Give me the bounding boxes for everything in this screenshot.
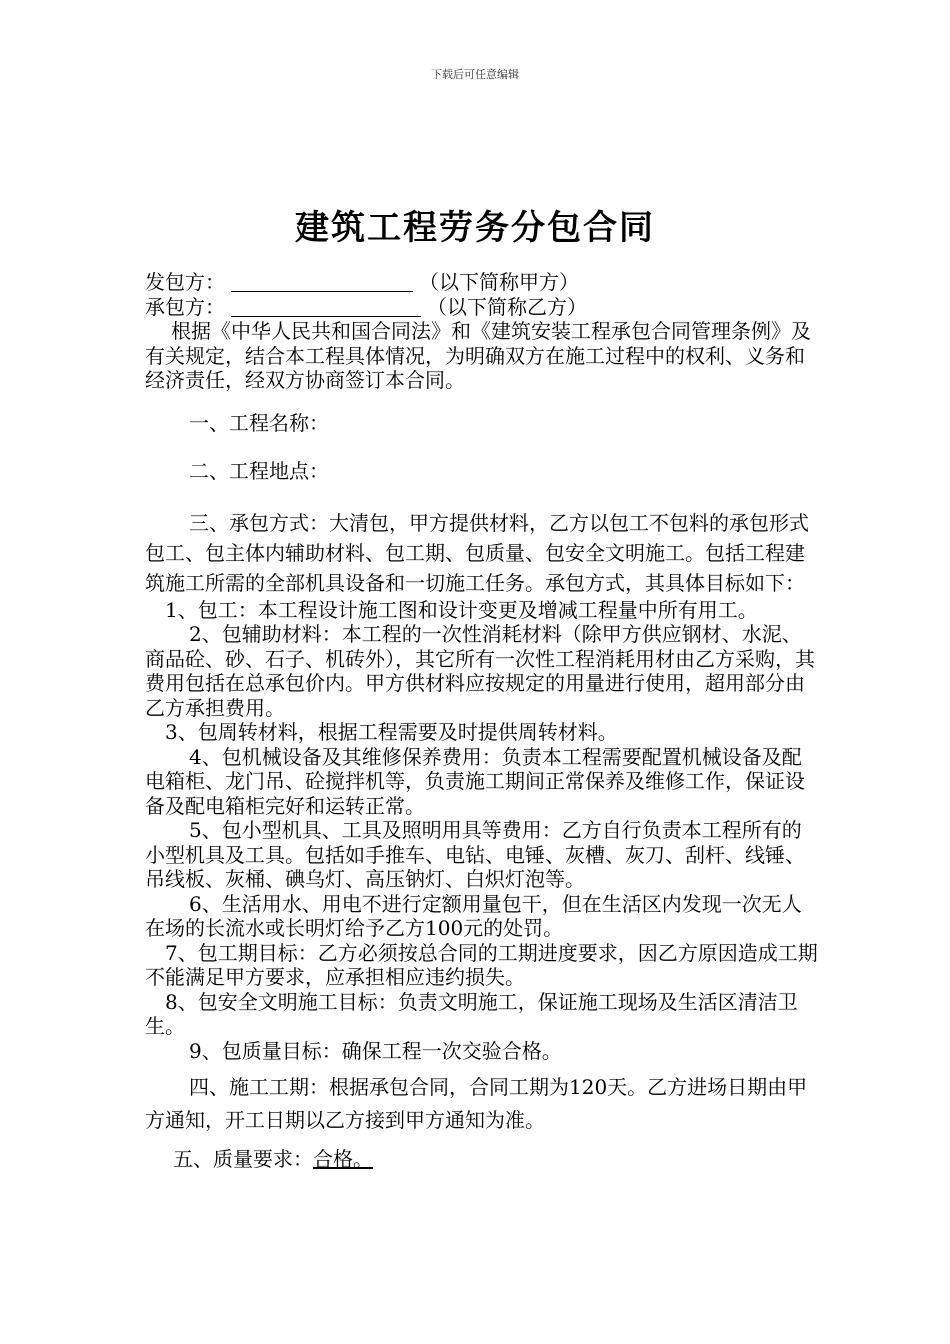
party-b-suffix: （以下简称乙方） xyxy=(427,294,587,319)
contract-body xyxy=(145,270,820,1172)
section-3-text: 大清包，甲方提供材料，乙方以包工不包料的承包形式包工、包主体内辅助材料、包工期、包质量、包安全文明施工。包括工程建筑施工所需的全部机具设备和一切施工任务。承包方式，其具体目标如下： xyxy=(145,510,809,595)
section-3 xyxy=(145,508,820,598)
section-2-heading: 二、工程地点： xyxy=(189,459,329,483)
section-3-item-4: 4、包机械设备及其维修保养费用：负责本工程需要配置机械设备及配电箱柜、龙门吊、砼搅拌机等，负责施工期间正常保养及维修工作，保证设备及配电箱柜完好和运转正常。 xyxy=(145,744,805,818)
party-b-blank xyxy=(231,296,421,317)
party-a-suffix: （以下简称甲方） xyxy=(419,270,579,294)
header-note: 下载后可任意编辑 xyxy=(431,68,519,81)
section-3-item-5: 5、包小型机具、工具及照明用具等费用：乙方自行负责本工程所有的小型机具及工具。包括如手推车、电钻、电锤、灰槽、灰刀、刮杆、线锤、吊线板、灰桶、碘乌灯、高压钠灯、白炽灯泡等。 xyxy=(145,818,805,891)
section-4 xyxy=(145,1071,820,1137)
intro-paragraph: 根据《中华人民共和国合同法》和《建筑安装工程承包合同管理条例》及有关规定，结合本工程具体情况，为明确双方在施工过程中的权利、义务和经济责任，经双方协商签订本合同。 xyxy=(145,319,811,392)
document-title: 建筑工程劳务分包合同 xyxy=(295,208,655,248)
section-3-heading: 三、承包方式： xyxy=(189,510,329,535)
section-3-item-2: 2、包辅助材料：本工程的一次性消耗材料（除甲方供应钢材、水泥、商品砼、砂、石子、机砖外），其它所有一次性工程消耗用材由乙方采购，其费用包括在总承包价内。甲方供材料应按规定的用量进行使用，超用部分由乙方承担费用。 xyxy=(145,622,815,720)
party-a-line xyxy=(145,270,820,295)
section-3-item-1: 1、包工：本工程设计施工图和设计变更及增减工程量中所有用工。 xyxy=(165,597,758,622)
section-5 xyxy=(145,1147,820,1172)
section-1-heading: 一、工程名称： xyxy=(189,410,329,435)
section-5-value: 合格。 xyxy=(313,1147,373,1171)
section-3-item-3: 3、包周转材料，根据工程需要及时提供周转材料。 xyxy=(165,720,618,744)
party-b-line xyxy=(145,295,820,320)
party-a-label: 发包方： xyxy=(145,270,225,294)
section-3-item-6: 6、生活用水、用电不进行定额用量包干，但在生活区内发现一次无人在场的长流水或长明灯给予乙方100元的处罚。 xyxy=(145,891,802,940)
section-3-item-8: 8、包安全文明施工目标：负责文明施工，保证施工现场及生活区清洁卫生。 xyxy=(145,989,798,1038)
section-4-text: 根据承包合同，合同工期为120天。乙方进场日期由甲方通知，开工日期以乙方接到甲方通知为准。 xyxy=(145,1075,808,1132)
section-4-heading: 四、施工工期： xyxy=(189,1075,329,1099)
section-3-item-9: 9、包质量目标：确保工程一次交验合格。 xyxy=(189,1038,562,1063)
section-3-item-7: 7、包工期目标：乙方必须按总合同的工期进度要求，因乙方原因造成工期不能满足甲方要求，应承担相应违约损失。 xyxy=(145,940,818,989)
section-5-heading: 五、质量要求： xyxy=(173,1147,313,1171)
party-b-label: 承包方： xyxy=(145,294,225,319)
party-a-blank xyxy=(231,271,413,292)
